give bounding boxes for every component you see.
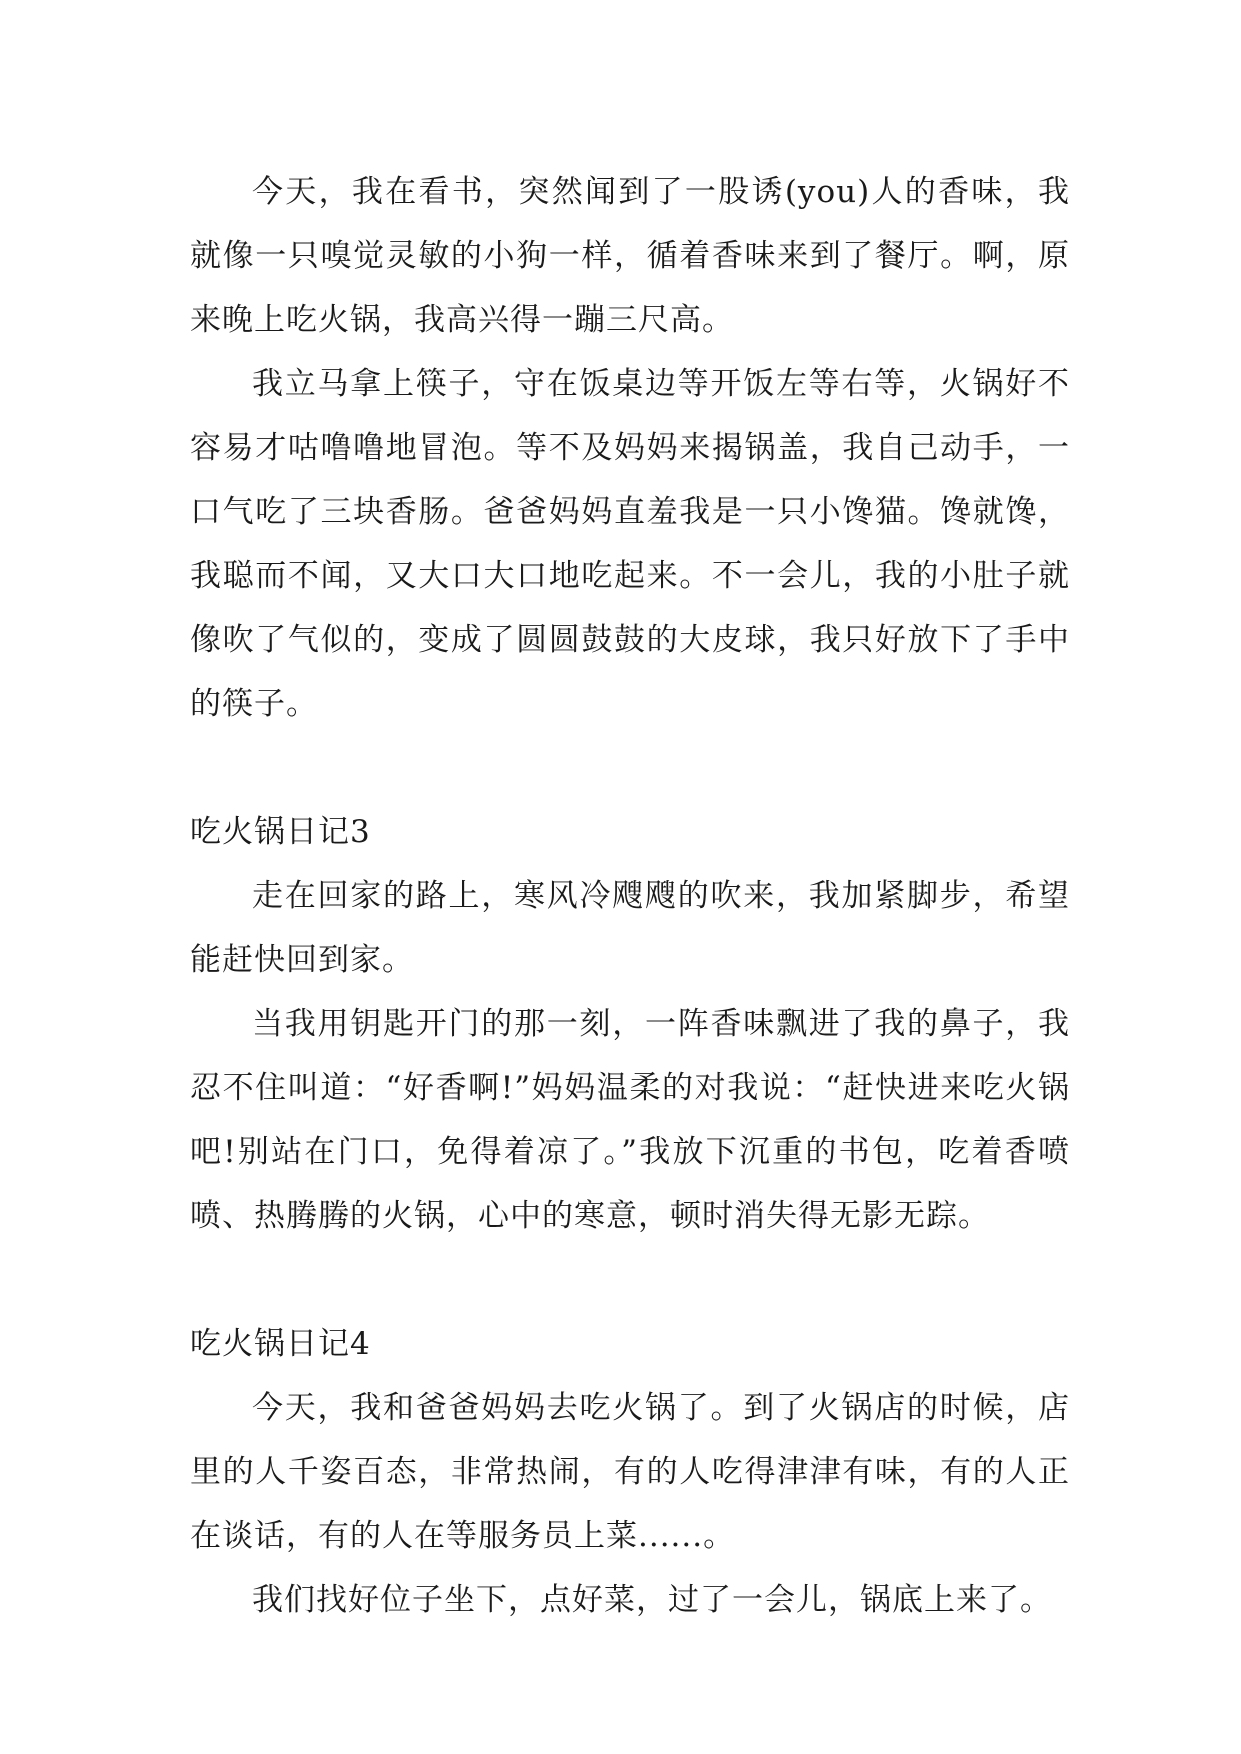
document-body (190, 160, 1070, 1632)
paragraph: 我立马拿上筷子，守在饭桌边等开饭左等右等，火锅好不容易才咕噜噜地冒泡。等不及妈妈来揭锅盖，我自己动手，一口气吃了三块香肠。爸爸妈妈直羞我是一只小馋猫。馋就馋，我聪而不闻，又大口大口地吃起来。不一会儿，我的小肚子就像吹了气似的，变成了圆圆鼓鼓的大皮球，我只好放下了手中的筷子。 (190, 366, 1070, 722)
paragraph: 今天，我和爸爸妈妈去吃火锅了。到了火锅店的时候，店里的人千姿百态，非常热闹，有的人吃得津津有味，有的人正在谈话，有的人在等服务员上菜......。 (190, 1390, 1070, 1554)
paragraph: 当我用钥匙开门的那一刻，一阵香味飘进了我的鼻子，我忍不住叫道：“好香啊!”妈妈温柔的对我说：“赶快进来吃火锅吧!别站在门口，免得着凉了。”我放下沉重的书包，吃着香喷喷、热腾腾的火锅，心中的寒意，顿时消失得无影无踪。 (190, 1006, 1070, 1234)
paragraph: 今天，我在看书，突然闻到了一股诱(you)人的香味，我就像一只嗅觉灵敏的小狗一样，循着香味来到了餐厅。啊，原来晚上吃火锅，我高兴得一蹦三尺高。 (190, 174, 1070, 338)
diary-2-section (190, 160, 1070, 736)
section-gap (190, 1248, 1070, 1312)
paragraph: 我们找好位子坐下，点好菜，过了一会儿，锅底上来了。 (252, 1582, 1052, 1618)
diary-3-section (190, 800, 1070, 1248)
section-gap (190, 736, 1070, 800)
section-title: 吃火锅日记4 (190, 1326, 371, 1362)
section-title: 吃火锅日记3 (190, 814, 371, 850)
diary-4-section (190, 1312, 1070, 1632)
paragraph: 走在回家的路上，寒风冷飕飕的吹来，我加紧脚步，希望能赶快回到家。 (190, 878, 1070, 978)
